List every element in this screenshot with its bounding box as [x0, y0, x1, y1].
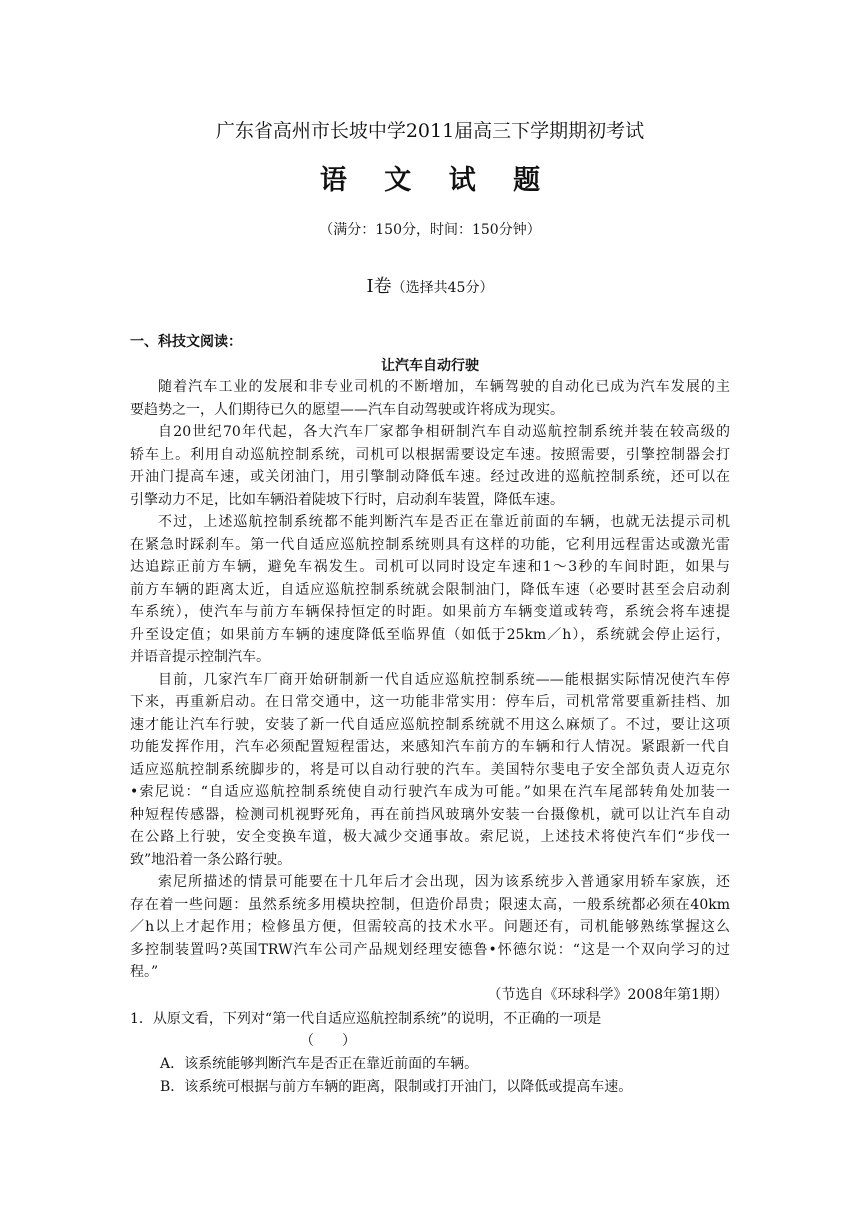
article-line: 速才能让汽车行驶，安装了新一代自适应巡航控制系统就不用这么麻烦了。不过，要让这项	[130, 716, 730, 733]
article-line: 适应巡航控制系统脚步的，将是可以自动行驶的汽车。美国特尔斐电子安全部负责人迈克尔	[130, 761, 730, 778]
article-source: （节选自《环球科学》2008年第1期）	[487, 987, 728, 1003]
article-line: ／h以上才起作用；检修虽方便，但需较高的技术水平。问题还有，司机能够熟练掌握这么	[130, 919, 730, 935]
school-title: 广东省高州市长坡中学2011届高三下学期期初考试	[215, 120, 645, 142]
answer-bracket: （ ）	[300, 1033, 356, 1049]
article-line: 轿车上。利用自动巡航控制系统，司机可以根据需要设定车速。按照需要，引擎控制器会打	[130, 446, 730, 463]
article-line: 并语音提示控制汽车。	[130, 649, 270, 665]
article-line: 开油门提高车速，或关闭油门，用引擎制动降低车速。经过改进的巡航控制系统，还可以在	[130, 469, 730, 485]
article-line: 目前，几家汽车厂商开始研制新一代自适应巡航控制系统——能根据实际情况使汽车停	[158, 671, 730, 688]
article-line: 索尼所描述的情景可能要在十几年后才会出现，因为该系统步入普通家用轿车家族，还	[158, 874, 730, 890]
article-line: 车系统），使汽车与前方车辆保持恒定的时距。如果前方车辆变道或转弯，系统会将车速提	[130, 604, 730, 620]
article-line: 在紧急时踩刹车。第一代自适应巡航控制系统则具有这样的功能，它利用远程雷达或激光雷	[130, 536, 730, 553]
article-line: 存在着一些问题：虽然系统多用模块控制，但造价昂贵；限速太高，一般系统都必须在40km	[130, 896, 730, 913]
article-line: 前方车辆的距离太近，自适应巡航控制系统就会限制油门，降低车速（必要时甚至会启动刹	[130, 581, 730, 598]
article-line: 升至设定值；如果前方车辆的速度降低至临界值（如低于25km／h），系统就会停止运行，	[130, 626, 730, 643]
article-title: 让汽车自动行驶	[381, 358, 479, 374]
article-line: 要趋势之一，人们期待已久的愿望——汽车自动驾驶或许将成为现实。	[130, 401, 564, 418]
article-line: 不过，上述巡航控制系统都不能判断汽车是否正在靠近前面的车辆，也就无法提示司机	[158, 514, 730, 530]
article-line: 种短程传感器，检测司机视野死角，再在前挡风玻璃外安装一台摄像机，就可以让汽车自动	[130, 806, 730, 823]
subject-title: 语 文 试 题	[319, 165, 555, 196]
volume-label: Ⅰ卷	[366, 276, 392, 297]
article-line: 功能发挥作用，汽车必须配置短程雷达，来感知汽车前方的车辆和行人情况。紧跟新一代自	[130, 739, 730, 755]
article-line: 自20世纪70年代起，各大汽车厂家都争相研制汽车自动巡航控制系统并装在较高级的	[158, 424, 730, 440]
article-line: 致”地沿着一条公路行驶。	[130, 851, 292, 868]
article-line: 随着汽车工业的发展和非专业司机的不断增加，车辆驾驶的自动化已成为汽车发展的主	[158, 379, 730, 395]
article-line: 引擎动力不足，比如车辆沿着陡坡下行时，启动刹车装置，降低车速。	[130, 491, 564, 508]
article-line: 在公路上行驶，安全变换车道，极大减少交通事故。索尼说，上述技术将使汽车们“步伐一	[130, 829, 730, 845]
article-line: 程。”	[130, 964, 159, 980]
section-heading: 一、科技文阅读：	[130, 334, 242, 350]
exam-info: （满分：150分，时间：150分钟）	[319, 222, 541, 238]
option-a: A．该系统能够判断汽车是否正在靠近前面的车辆。	[160, 1056, 479, 1072]
option-b: B．该系统可根据与前方车辆的距离，限制或打开油门，以降低或提高车速。	[160, 1079, 633, 1095]
question-stem: 1．从原文看，下列对“第一代自适应巡航控制系统”的说明，不正确的一项是	[130, 1011, 602, 1027]
volume-heading	[0, 272, 860, 298]
volume-note: （选择共45分）	[391, 280, 494, 296]
article-line: •索尼说：“自适应巡航控制系统使自动行驶汽车成为可能。”如果在汽车尾部转角处加装一	[130, 784, 730, 800]
article-line: 多控制装置吗?英国TRW汽车公司产品规划经理安德鲁•怀德尔说：“这是一个双向学习的过	[130, 941, 730, 958]
article-line: 达追踪正前方车辆，避免车祸发生。司机可以同时设定车速和1～3秒的车间时距，如果与	[130, 559, 730, 575]
article-body	[130, 376, 730, 984]
article-line: 下来，再重新启动。在日常交通中，这一功能非常实用：停车后，司机常常要重新挂档、加	[130, 694, 730, 710]
